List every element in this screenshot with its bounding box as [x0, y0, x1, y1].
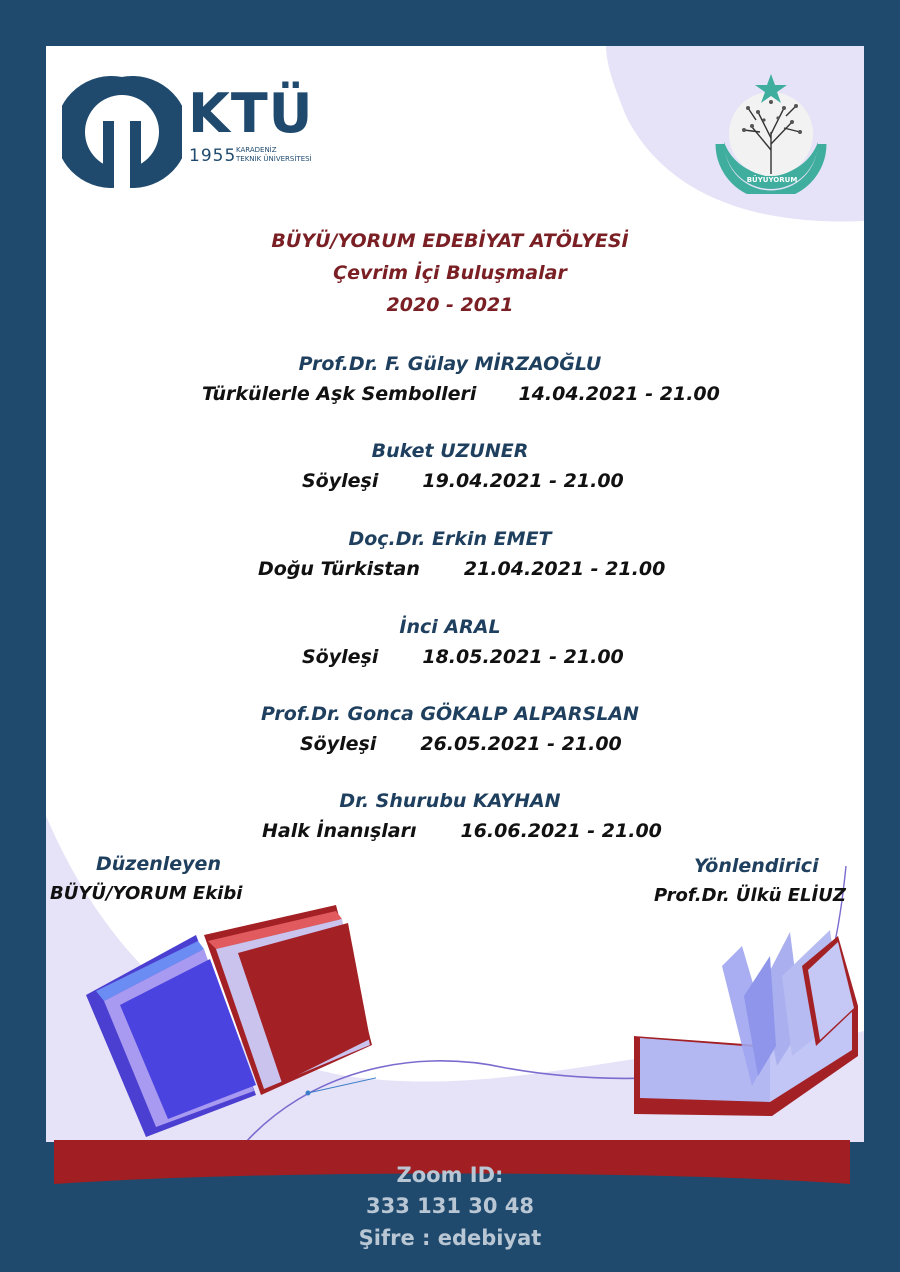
session-row [302, 470, 624, 492]
session-topic: Halk İnanışları [262, 820, 417, 842]
session-datetime: 16.06.2021 - 21.00 [460, 820, 662, 842]
poster-subtitle: Çevrim İçi Buluşmalar [333, 262, 567, 284]
poster-year-range: 2020 - 2021 [386, 294, 514, 316]
ktu-logo-text: KTÜ [188, 82, 314, 145]
organizer-value: BÜYÜ/YORUM Ekibi [50, 883, 243, 904]
session-topic: Söyleşi [302, 470, 379, 492]
session-row [302, 646, 624, 668]
session-topic: Türkülerle Aşk Sembolleri [202, 383, 477, 405]
poster-title: BÜYÜ/YORUM EDEBİYAT ATÖLYESİ [271, 230, 629, 252]
session-row [262, 820, 662, 842]
session-topic: Doğu Türkistan [258, 558, 420, 580]
session-speaker: Prof.Dr. Gonca GÖKALP ALPARSLAN [261, 703, 639, 725]
session-datetime: 26.05.2021 - 21.00 [420, 733, 622, 755]
ktu-logo-year: 1955 [189, 146, 237, 166]
session-speaker: Doç.Dr. Erkin EMET [348, 528, 552, 550]
session-topic: Söyleşi [302, 646, 379, 668]
director-label: Yönlendirici [694, 855, 819, 877]
organizer-label: Düzenleyen [96, 853, 221, 875]
session-speaker: Prof.Dr. F. Gülay MİRZAOĞLU [298, 353, 602, 375]
zoom-password: Şifre : edebiyat [358, 1226, 542, 1250]
ktu-logo-university-line2: TEKNİK ÜNİVERSİTESİ [236, 155, 312, 163]
session-datetime: 21.04.2021 - 21.00 [463, 558, 666, 580]
emblem-text: BÜYÜYORUM [746, 176, 798, 184]
zoom-id-label: Zoom ID: [396, 1163, 504, 1187]
session-datetime: 14.04.2021 - 21.00 [518, 383, 720, 405]
session-row [202, 383, 720, 405]
session-datetime: 19.04.2021 - 21.00 [422, 470, 624, 492]
session-speaker: İnci ARAL [399, 616, 501, 638]
session-row [258, 558, 665, 580]
director-value: Prof.Dr. Ülkü ELİUZ [654, 885, 846, 906]
session-datetime: 18.05.2021 - 21.00 [422, 646, 624, 668]
books-stack-icon [86, 905, 376, 1140]
open-book-icon [632, 926, 862, 1116]
ktu-logo-icon [62, 73, 182, 191]
session-topic: Söyleşi [300, 733, 377, 755]
session-speaker: Dr. Shurubu KAYHAN [339, 790, 561, 812]
session-speaker: Buket UZUNER [371, 440, 529, 462]
zoom-id-value: 333 131 30 48 [365, 1194, 535, 1218]
ktu-logo-university-line1: KARADENİZ [236, 146, 277, 154]
session-row [300, 733, 622, 755]
